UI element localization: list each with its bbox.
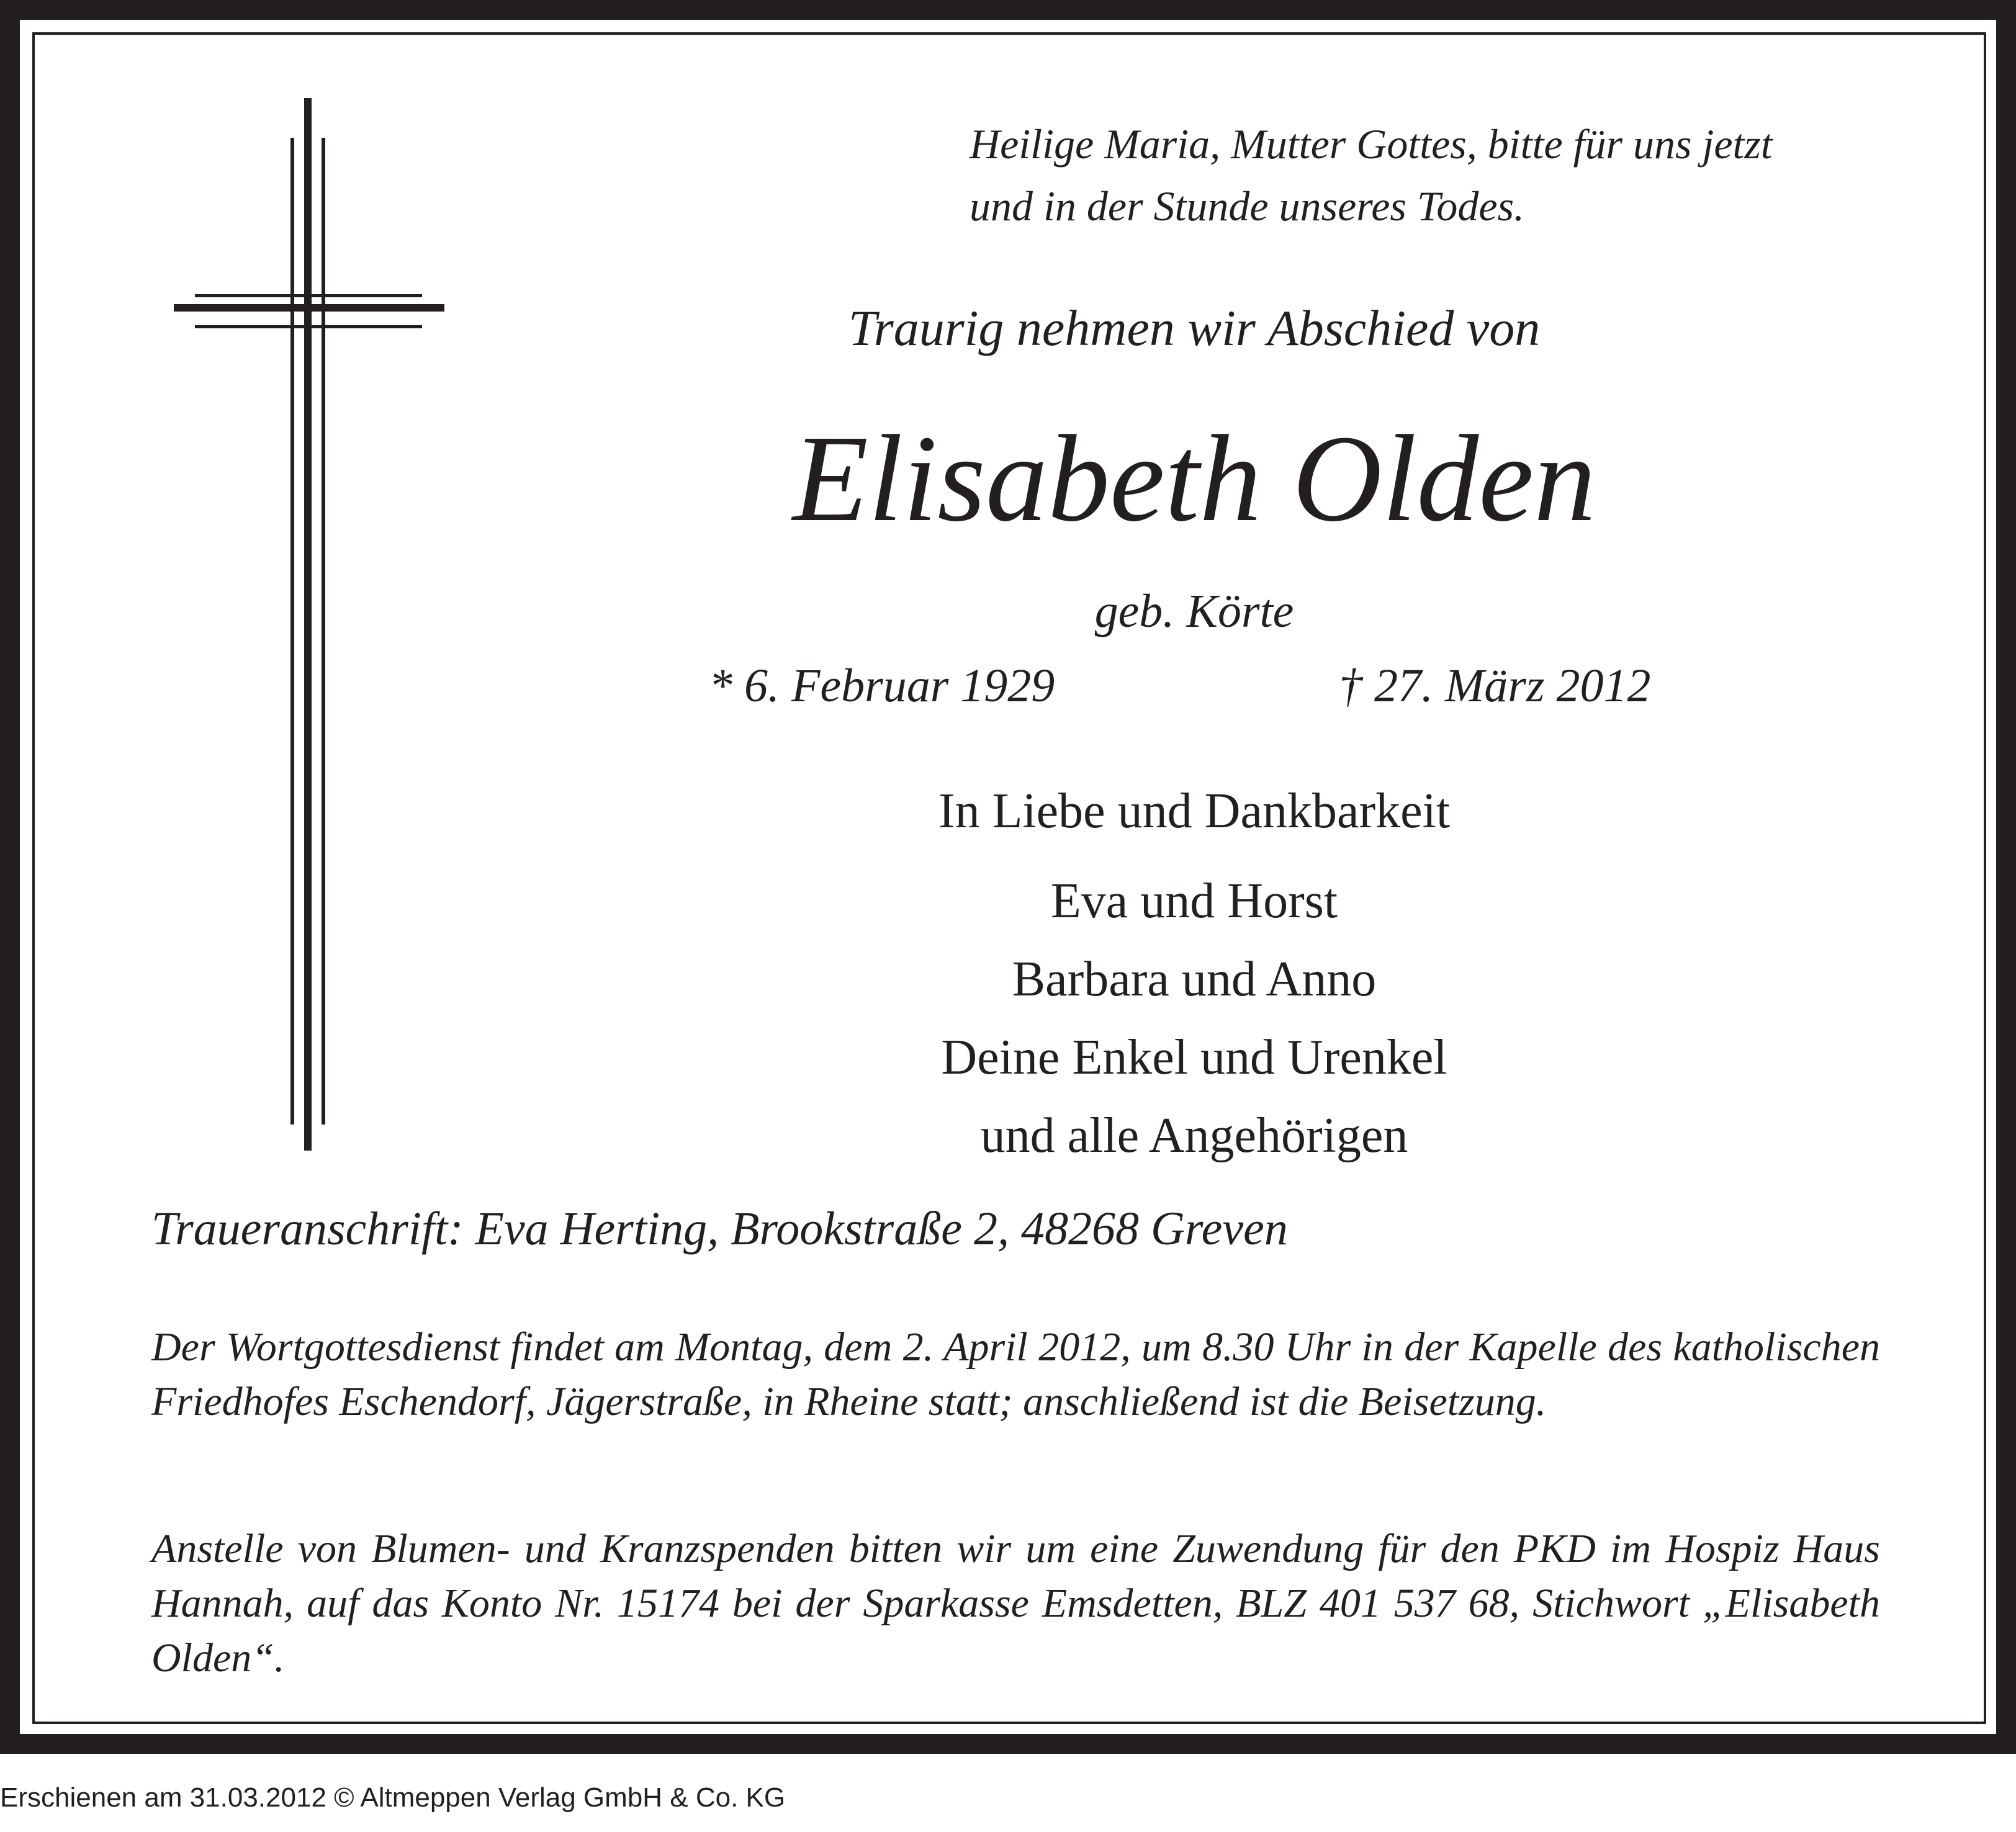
prayer-text bbox=[970, 113, 1773, 237]
mourners-heading: In Liebe und Dankbarkeit bbox=[938, 784, 1451, 838]
service-paragraph: Der Wortgottesdienst findet am Montag, dem 2. April 2012, um 8.30 Uhr in der Kapelle des katholischen Friedhofes Eschendorf, Jägerstraße, in Rheine statt; anschließend ist die Beisetzung. bbox=[151, 1324, 1880, 1424]
donation-paragraph: Anstelle von Blumen- und Kranzspenden bitten wir um eine Zuwendung für den PKD im Hospiz Haus Hannah, auf das Konto Nr. 15174 bei der Sparkasse Emsdetten, BLZ 401 537 68, Stichwort „Elisabeth Olden“. bbox=[151, 1526, 1880, 1681]
mourner-line: Deine Enkel und Urenkel bbox=[941, 1030, 1447, 1085]
death-date: † 27. März 2012 bbox=[1339, 660, 1651, 712]
publication-footer: Erschienen am 31.03.2012 © Altmeppen Verlag GmbH & Co. KG bbox=[0, 1782, 786, 1813]
mourner-line: Eva und Horst bbox=[1050, 874, 1338, 928]
obituary-notice bbox=[20, 20, 1996, 1734]
mourning-address: Traueranschrift: Eva Herting, Brookstraße 2, 48268 Greven bbox=[151, 1203, 1288, 1255]
deceased-name: Elisabeth Olden bbox=[792, 410, 1596, 547]
mourner-line: und alle Angehörigen bbox=[980, 1108, 1408, 1163]
prayer-line-1: Heilige Maria, Mutter Gottes, bitte für uns jetzt bbox=[970, 120, 1773, 168]
mourner-line: Barbara und Anno bbox=[1012, 952, 1377, 1007]
notice-inner-area bbox=[20, 20, 1996, 1734]
birth-date: * 6. Februar 1929 bbox=[709, 660, 1055, 712]
intro-text: Traurig nehmen wir Abschied von bbox=[848, 300, 1541, 356]
prayer-line-2: und in der Stunde unseres Todes. bbox=[970, 182, 1525, 230]
maiden-name: geb. Körte bbox=[1094, 585, 1294, 637]
mourners-block bbox=[20, 780, 1996, 1180]
